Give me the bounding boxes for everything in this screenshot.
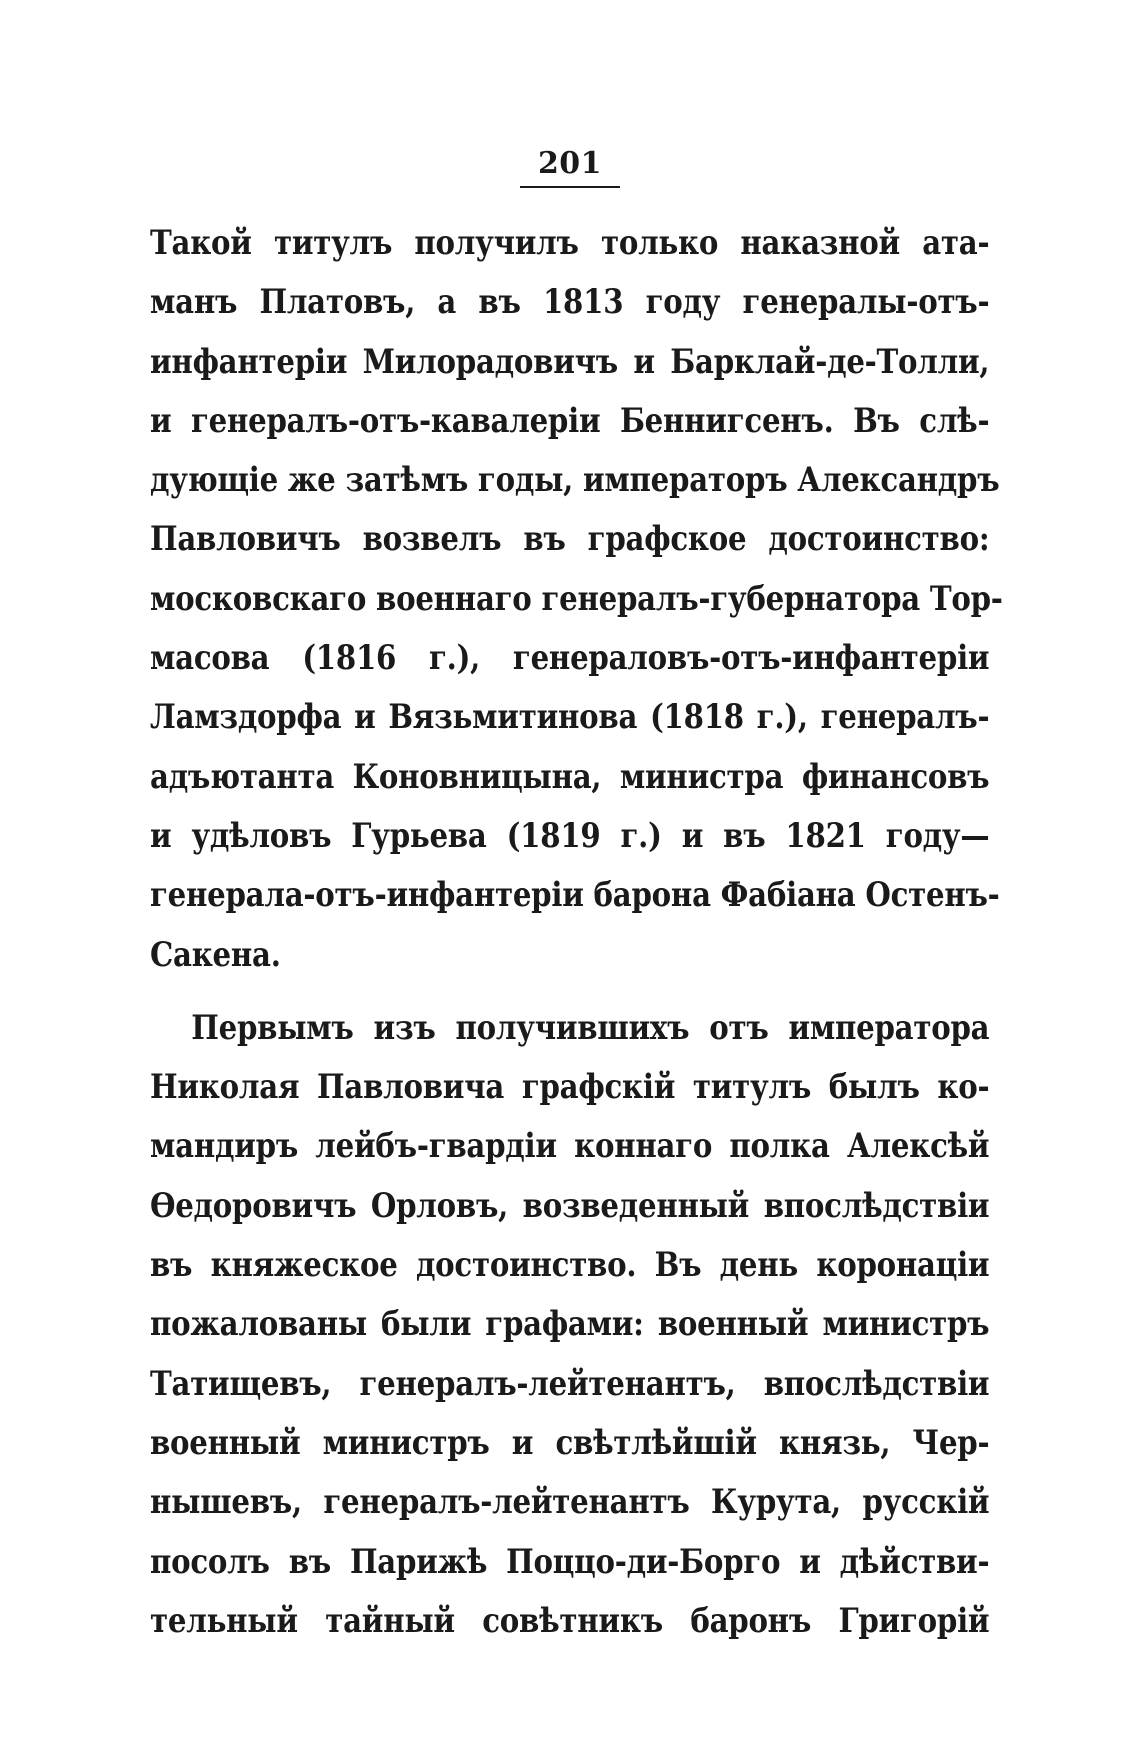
text-line: военный министръ и свѣтлѣйшій князь, Чер- xyxy=(150,1422,990,1463)
text-line: Татищевъ, генералъ-лейтенантъ, впослѣдствіи xyxy=(150,1363,990,1404)
paragraph-1 xyxy=(150,214,1003,985)
text-line: тельный тайный совѣтникъ баронъ Григорій xyxy=(150,1600,990,1641)
text-line: манъ Платовъ, а въ 1813 году генералы-отъ- xyxy=(150,282,990,323)
paragraph-gap xyxy=(150,985,990,999)
text-line: Ламздорфа и Вязьмитинова (1818 г.), генералъ- xyxy=(150,697,990,738)
text-line: и генералъ-отъ-кавалеріи Беннигсенъ. Въ слѣ- xyxy=(150,400,990,441)
text-line: мандиръ лейбъ-гвардіи коннаго полка Алексѣй xyxy=(150,1126,990,1167)
text-line: Первымъ изъ получившихъ отъ императора xyxy=(191,1007,990,1048)
text-line: московскаго военнаго генералъ-губернатора Тор- xyxy=(150,578,1003,619)
text-line: масова (1816 г.), генераловъ-отъ-инфантеріи xyxy=(150,638,990,679)
page-number-text: 201 xyxy=(520,144,620,188)
text-line: адъютанта Коновницына, министра финансовъ xyxy=(150,756,990,797)
text-line: Такой титулъ получилъ только наказной ата- xyxy=(150,223,990,263)
paragraph-2 xyxy=(150,999,990,1651)
text-line: генерала-отъ-инфантеріи барона Фабіана Остенъ- xyxy=(150,875,1000,916)
text-line: дующіе же затѣмъ годы, императоръ Александръ xyxy=(150,460,1000,501)
text-line: инфантеріи Милорадовичъ и Барклай-де-Толли, xyxy=(150,341,990,382)
text-line: посолъ въ Парижѣ Поццо-ди-Борго и дѣйстви- xyxy=(150,1541,990,1582)
page-number xyxy=(0,144,1140,188)
text-line: Николая Павловича графскій титулъ былъ ко- xyxy=(150,1067,990,1108)
text-line: и удѣловъ Гурьева (1819 г.) и въ 1821 году— xyxy=(150,815,990,856)
text-line: Павловичъ возвелъ въ графское достоинство: xyxy=(150,519,990,560)
text-line: Өедоровичъ Орловъ, возведенный впослѣдствіи xyxy=(150,1185,990,1226)
text-line: Сакена. xyxy=(150,934,281,975)
text-line: нышевъ, генералъ-лейтенантъ Курута, русскій xyxy=(150,1482,990,1523)
text-line: въ княжеское достоинство. Въ день коронаціи xyxy=(150,1245,990,1286)
text-column xyxy=(150,214,1003,1651)
text-line: пожалованы были графами: военный министръ xyxy=(150,1304,990,1345)
